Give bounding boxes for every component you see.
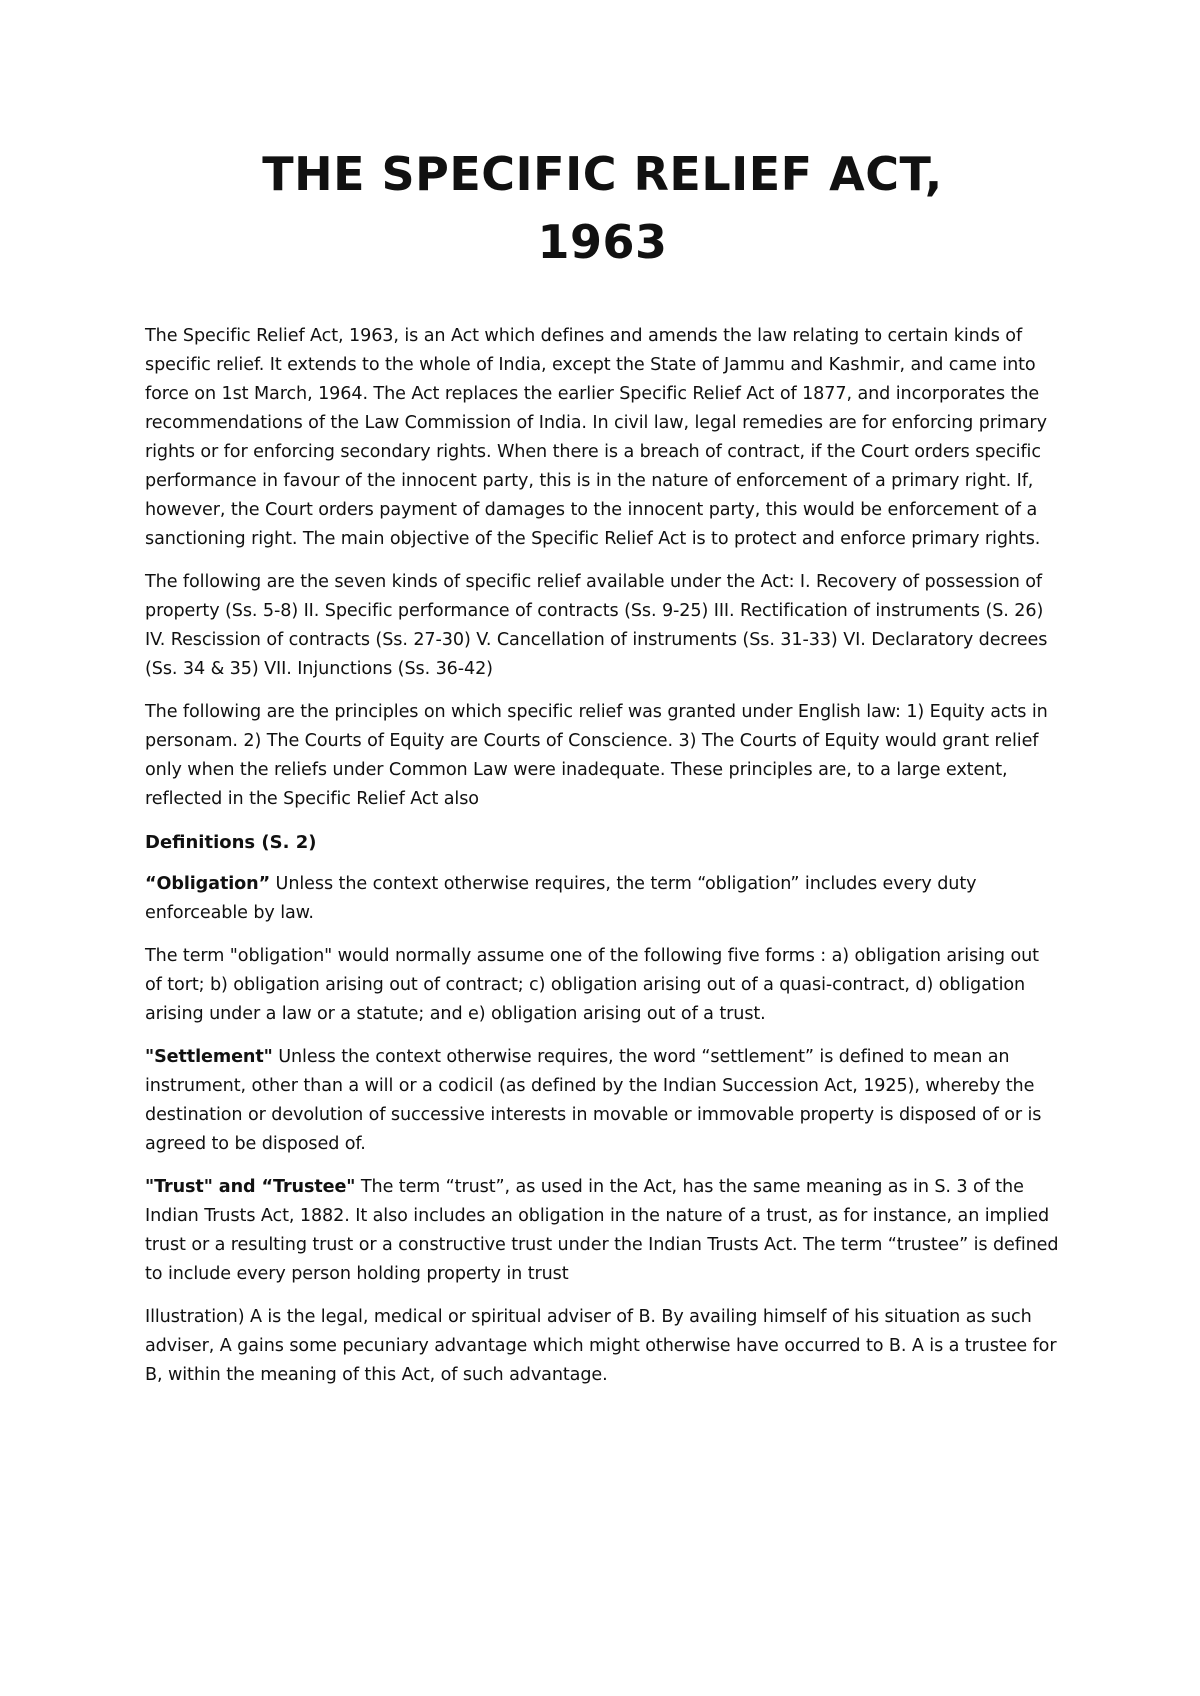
obligation-forms-paragraph: The term "obligation" would normally assume one of the following five forms : a) obligation arising out of tort; b) obligation arising out of contract; c) obligation arising out of a quasi-contract, d) obligation arising under a law or a statute; and e) obligation arising out of a trust.	[145, 946, 1039, 1024]
kinds-paragraph: The following are the seven kinds of specific relief available under the Act: I. Recovery of possession of property (Ss. 5-8) II. Specific performance of contracts (Ss. 9-25) III. Rectification of instruments (S. 26) IV. Rescission of contracts (Ss. 27-30) V. Cancellation of instruments (Ss. 31-33) VI. Declaratory decrees (Ss. 34 & 35) VII. Injunctions (Ss. 36-42)	[145, 572, 1048, 679]
trust-term: "Trust" and “Trustee"	[145, 1177, 356, 1197]
document-title	[145, 140, 1060, 276]
document-page	[145, 140, 1060, 1404]
settlement-text: Unless the context otherwise requires, the word “settlement” is defined to mean an instrument, other than a will or a codicil (as defined by the Indian Succession Act, 1925), whereby the destination or devolution of successive interests in movable or immovable property is disposed of or is agreed to be disposed of.	[145, 1047, 1042, 1154]
principles-paragraph: The following are the principles on which specific relief was granted under English law: 1) Equity acts in personam. 2) The Courts of Equity are Courts of Conscience. 3) The Courts of Equity would grant relief only when the reliefs under Common Law were inadequate. These principles are, to a large extent, reflected in the Specific Relief Act also	[145, 702, 1048, 809]
illustration-paragraph: Illustration) A is the legal, medical or spiritual adviser of B. By availing himself of his situation as such adviser, A gains some pecuniary advantage which might otherwise have occurred to B. A is a trustee for B, within the meaning of this Act, of such advantage.	[145, 1307, 1057, 1385]
title-line-2: 1963	[537, 215, 668, 269]
trust-paragraph	[145, 1173, 1060, 1289]
obligation-term: “Obligation”	[145, 874, 271, 894]
settlement-paragraph	[145, 1043, 1060, 1159]
settlement-term: "Settlement"	[145, 1047, 273, 1067]
intro-paragraph: The Specific Relief Act, 1963, is an Act which defines and amends the law relating to certain kinds of specific relief. It extends to the whole of India, except the State of Jammu and Kashmir, and came into force on 1st March, 1964. The Act replaces the earlier Specific Relief Act of 1877, and incorporates the recommendations of the Law Commission of India. In civil law, legal remedies are for enforcing primary rights or for enforcing secondary rights. When there is a breach of contract, if the Court orders specific performance in favour of the innocent party, this is in the nature of enforcement of a primary right. If, however, the Court orders payment of damages to the innocent party, this would be enforcement of a sanctioning right. The main objective of the Specific Relief Act is to protect and enforce primary rights.	[145, 326, 1047, 549]
title-line-1: THE SPECIFIC RELIEF ACT,	[262, 147, 943, 201]
trust-text: The term “trust”, as used in the Act, has the same meaning as in S. 3 of the Indian Trusts Act, 1882. It also includes an obligation in the nature of a trust, as for instance, an implied trust or a resulting trust or a constructive trust under the Indian Trusts Act. The term “trustee” is defined to include every person holding property in trust	[145, 1177, 1059, 1284]
obligation-text: Unless the context otherwise requires, the term “obligation” includes every duty enforceable by law.	[145, 874, 977, 923]
obligation-paragraph	[145, 870, 1060, 928]
definitions-heading: Definitions (S. 2)	[145, 832, 317, 853]
